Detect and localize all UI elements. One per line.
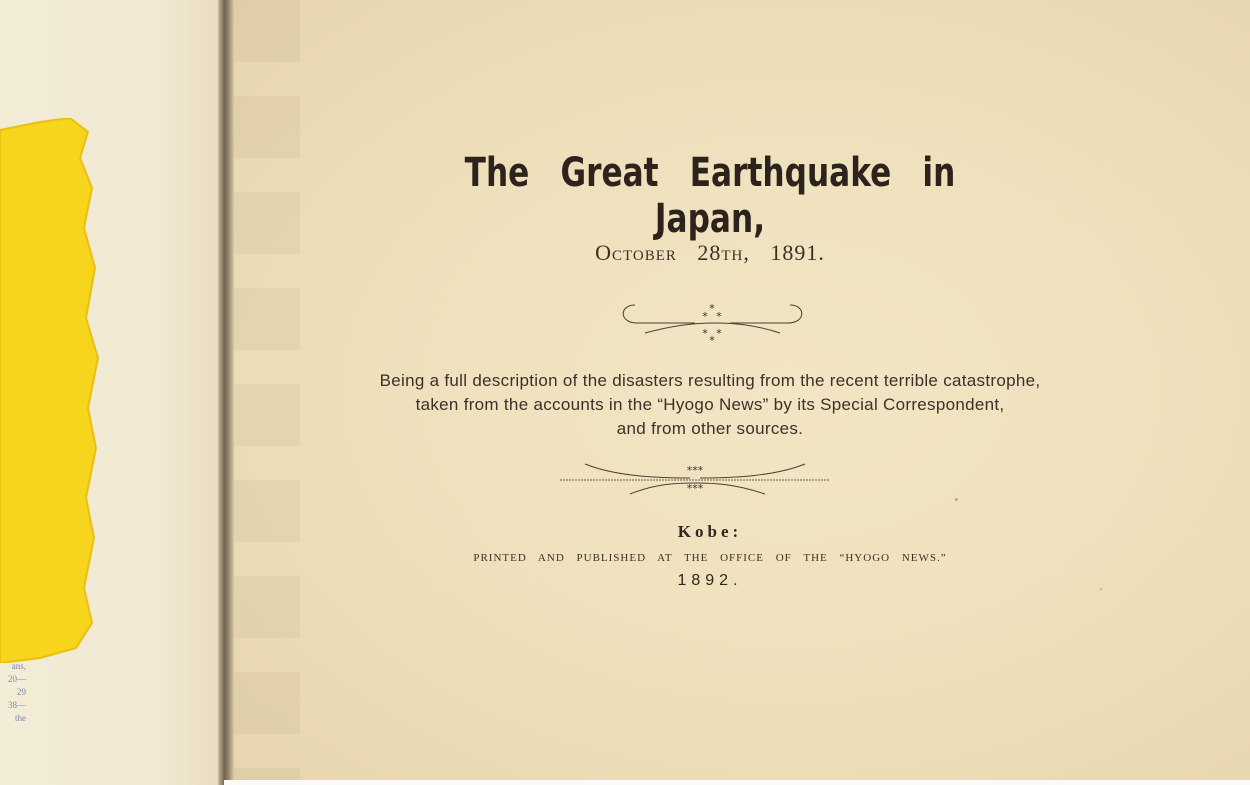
fragment-line: the (15, 713, 26, 723)
yellow-highlight-blot (0, 118, 100, 663)
fragment-line: ans, (11, 661, 26, 671)
svg-text:***: *** (686, 464, 704, 477)
page-bottom-edge (224, 780, 1250, 785)
svg-text:*: * (709, 334, 715, 345)
description-line: Being a full description of the disasters resulting from the recent terrible catastrophe, (379, 371, 1041, 390)
svg-text:*: * (702, 310, 708, 323)
book-title: The Great Earthquake in Japan, (464, 150, 956, 242)
fragment-line: 38— (8, 700, 26, 710)
svg-text:*: * (702, 327, 708, 340)
asterism-ornament-icon (555, 458, 835, 498)
svg-text:***: *** (686, 482, 704, 495)
paper-speck (1100, 588, 1102, 590)
book-gutter (218, 0, 234, 785)
publisher-line: PRINTED AND PUBLISHED AT THE OFFICE OF THE “HYOGO NEWS.” (473, 552, 947, 564)
paper-speck (955, 498, 958, 501)
svg-text:*: * (716, 310, 722, 323)
left-page-text-fragments (2, 660, 26, 725)
fragment-line: 29 (17, 687, 26, 697)
svg-text:*: * (716, 327, 722, 340)
publication-city: Kobe: (677, 522, 743, 541)
publication-year: 1892. (677, 572, 743, 589)
page-edge-shading (230, 0, 300, 782)
description-line: taken from the accounts in the “Hyogo News” by its Special Correspondent, (415, 395, 1005, 414)
flourish-ornament-icon (615, 295, 810, 345)
description-line: and from other sources. (616, 419, 804, 438)
svg-text:*: * (709, 302, 715, 315)
book-description (320, 369, 1100, 441)
publication-date: October 28th, 1891. (595, 240, 825, 265)
fragment-line: 20— (8, 674, 26, 684)
